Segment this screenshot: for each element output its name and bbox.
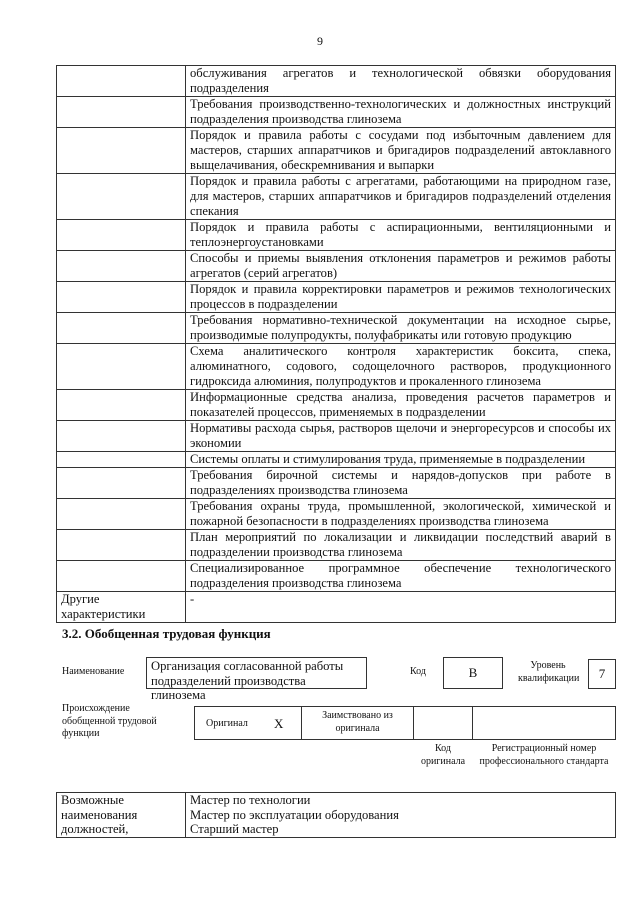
original-mark: X <box>274 716 284 731</box>
table-cell-empty <box>57 251 186 282</box>
table-row <box>57 313 616 344</box>
table-row <box>57 282 616 313</box>
knowledge-item: Требования производственно-технологических и должностных инструкций подразделения производства глинозема <box>186 97 616 128</box>
position-item: Мастер по технологии <box>190 793 311 807</box>
positions-list <box>186 793 616 838</box>
code-label: Код <box>410 666 426 677</box>
table-cell-empty <box>57 128 186 174</box>
reg-number-cell <box>472 706 616 740</box>
table-cell-empty <box>57 174 186 220</box>
origin-label: Происхождение обобщенной трудовой функции <box>62 703 157 739</box>
name-label: Наименование <box>62 666 125 677</box>
table-cell-empty <box>57 452 186 468</box>
table-row <box>57 128 616 174</box>
other-value: - <box>186 592 616 623</box>
knowledge-item: План мероприятий по локализации и ликвидации последствий аварий в подразделении производства глинозема <box>186 530 616 561</box>
table-cell-empty <box>57 220 186 251</box>
table-row <box>57 561 616 592</box>
knowledge-item: Схема аналитического контроля характеристик боксита, спека, алюминатного, содового, содощелочного растворов, продукционного гидроксида алюминия, полупродуктов и прокаленного глинозема <box>186 344 616 390</box>
positions-table <box>56 792 616 838</box>
knowledge-item: Способы и приемы выявления отклонения параметров и режимов работы агрегатов (серий агрегатов) <box>186 251 616 282</box>
table-cell-empty <box>57 468 186 499</box>
knowledge-item: Порядок и правила работы с агрегатами, работающими на природном газе, для мастеров, старших аппаратчиков и бригадиров подразделений отделения спекания <box>186 174 616 220</box>
table-cell-empty <box>57 97 186 128</box>
position-item: Мастер по эксплуатации оборудования <box>190 807 399 822</box>
knowledge-item: Информационные средства анализа, проведения расчетов параметров и показателей процессов, применяемых в подразделении <box>186 390 616 421</box>
knowledge-item: Требования бирочной системы и нарядов-допусков при работе в подразделениях производства глинозема <box>186 468 616 499</box>
page-number: 9 <box>317 34 323 48</box>
positions-label: Возможные наименования должностей, <box>57 793 186 838</box>
name-value: Организация согласованной работы подразделений производства глинозема <box>146 657 367 689</box>
table-row <box>57 344 616 390</box>
section-heading: 3.2. Обобщенная трудовая функция <box>62 626 271 641</box>
other-label: Другие характеристики <box>57 592 186 623</box>
table-cell-empty <box>57 499 186 530</box>
knowledge-item: Требования охраны труда, промышленной, экологической, химической и пожарной безопасности в подразделениях производства глинозема <box>186 499 616 530</box>
knowledge-item: Нормативы расхода сырья, растворов щелочи и энергоресурсов и способы их экономии <box>186 421 616 452</box>
table-row <box>57 452 616 468</box>
table-cell-empty <box>57 282 186 313</box>
table-row <box>57 421 616 452</box>
level-label: Уровень квалификации <box>518 660 580 684</box>
knowledge-item: Порядок и правила работы с сосудами под избыточным давлением для мастеров, старших аппаратчиков и бригадиров подразделений автоклавного выщелачивания, обескремнивания и выпарки <box>186 128 616 174</box>
knowledge-item: Специализированное программное обеспечение технологического подразделения производства глинозема <box>186 561 616 592</box>
table-cell-empty <box>57 313 186 344</box>
origin-code-caption: Код оригинала <box>420 743 466 767</box>
code-value: B <box>443 657 503 689</box>
table-row-other <box>57 592 616 623</box>
knowledge-item: обслуживания агрегатов и технологической обвязки оборудования подразделения <box>186 66 616 97</box>
table-cell-empty <box>57 66 186 97</box>
level-value: 7 <box>588 659 616 689</box>
origin-code-cell <box>413 706 473 740</box>
table-row <box>57 174 616 220</box>
table-cell-empty <box>57 344 186 390</box>
knowledge-item: Системы оплаты и стимулирования труда, применяемые в подразделении <box>186 452 616 468</box>
table-row <box>57 220 616 251</box>
table-row <box>57 66 616 97</box>
table-row <box>57 251 616 282</box>
table-row <box>57 499 616 530</box>
table-cell-empty <box>57 561 186 592</box>
table-cell-empty <box>57 421 186 452</box>
table-cell-empty <box>57 530 186 561</box>
original-label: Оригинал <box>206 718 248 729</box>
table-cell-empty <box>57 390 186 421</box>
table-row <box>57 468 616 499</box>
position-item: Старший мастер <box>190 822 279 836</box>
borrowed-cell: Заимствовано из оригинала <box>301 706 414 740</box>
table-row <box>57 530 616 561</box>
table-row <box>57 390 616 421</box>
knowledge-item: Порядок и правила корректировки параметров и режимов технологических процессов в подразделении <box>186 282 616 313</box>
original-cell <box>194 706 302 740</box>
table-row <box>57 97 616 128</box>
knowledge-item: Порядок и правила работы с аспирационными, вентиляционными и теплоэнергоустановками <box>186 220 616 251</box>
knowledge-item: Требования нормативно-технической документации на исходное сырье, производимые полупродукты, полуфабрикаты или готовую продукцию <box>186 313 616 344</box>
knowledge-table <box>56 65 616 623</box>
reg-number-caption: Регистрационный номер профессионального стандарта <box>479 743 609 767</box>
